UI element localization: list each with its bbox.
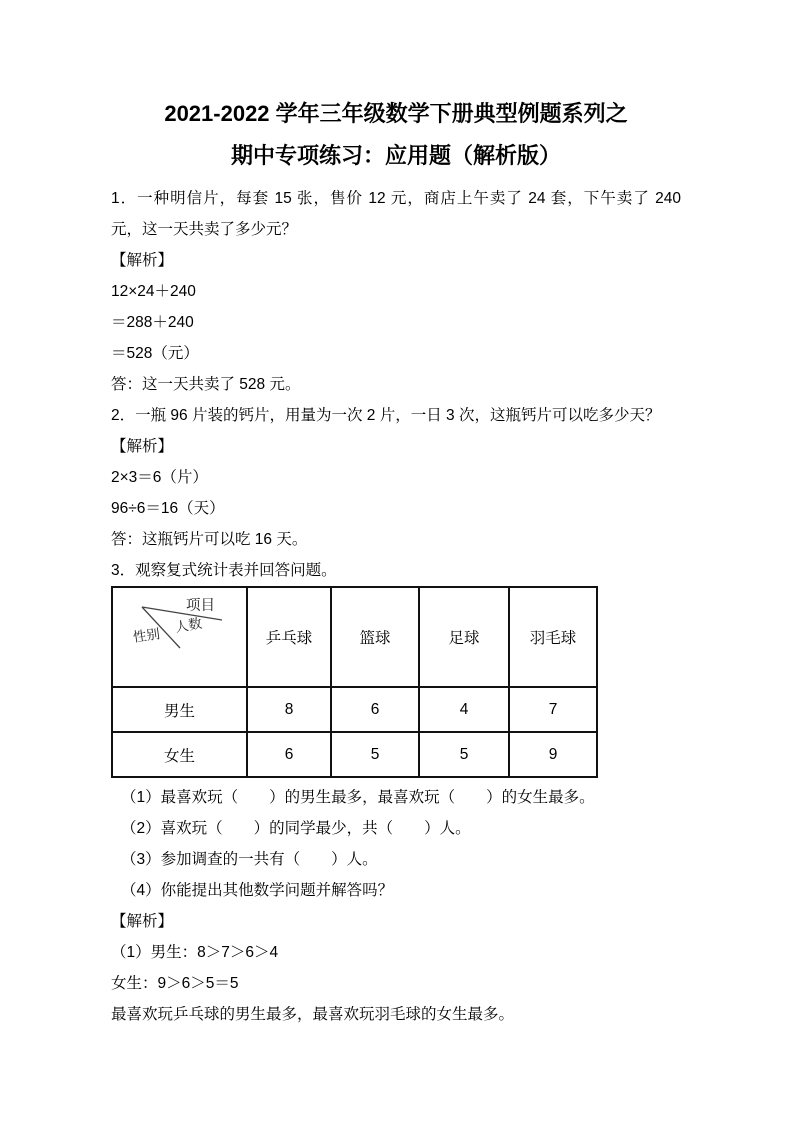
document-title: [111, 93, 681, 177]
q2-answer: 答：这瓶钙片可以吃 16 天。: [111, 531, 308, 548]
q2-work-step-1: 2×3＝6（片）: [111, 469, 208, 486]
boys-football-value: 4: [419, 687, 509, 732]
table-col-header-pingpong: 乒乓球: [247, 587, 331, 687]
q1-question-line2: 元，这一天共卖了多少元？: [111, 221, 298, 238]
q1-work-step-3: ＝528（元）: [111, 345, 199, 362]
corner-label-category: 项目: [186, 598, 215, 614]
q1-work-step-2: ＝288＋240: [111, 314, 194, 331]
q1-question-line1: 1．一种明信片，每套 15 张，售价 12 元，商店上午卖了 24 套，下午卖了 240: [111, 190, 681, 207]
q2-analysis-label: 【解析】: [111, 438, 174, 455]
q1-answer: 答：这一天共卖了 528 元。: [111, 376, 301, 393]
q3-question: 3．观察复式统计表并回答问题。: [111, 562, 337, 579]
q3-sub-question-2: （2）喜欢玩（ ）的同学最少，共（ ）人。: [121, 820, 471, 837]
boys-badminton-value: 7: [509, 687, 597, 732]
corner-label-gender: 性别: [132, 626, 161, 645]
girls-pingpong-value: 6: [247, 732, 331, 777]
row-label-girls: 女生: [112, 732, 247, 777]
girls-badminton-value: 9: [509, 732, 597, 777]
q3-sub-question-3: （3）参加调查的一共有（ ）人。: [121, 851, 378, 868]
girls-basketball-value: 5: [331, 732, 419, 777]
q1-analysis-label: 【解析】: [111, 252, 174, 269]
title-line-1: 2021-2022 学年三年级数学下册典型例题系列之: [164, 101, 628, 126]
table-row-boys: [112, 687, 597, 732]
table-row-girls: [112, 732, 597, 777]
q2-work-step-2: 96÷6＝16（天）: [111, 500, 225, 517]
q2-question: 2．一瓶 96 片装的钙片，用量为一次 2 片，一日 3 次，这瓶钙片可以吃多少天？: [111, 407, 661, 424]
q3-analysis-line-3: 最喜欢玩乒乓球的男生最多，最喜欢玩羽毛球的女生最多。: [111, 1006, 515, 1023]
statistics-table: [111, 586, 598, 778]
corner-label-count: 人数: [173, 615, 204, 636]
title-line-2: 期中专项练习：应用题（解析版）: [230, 143, 561, 168]
boys-basketball-value: 6: [331, 687, 419, 732]
table-col-header-basketball: 篮球: [331, 587, 419, 687]
q3-sub-question-4: （4）你能提出其他数学问题并解答吗？: [121, 882, 394, 899]
q3-analysis-label: 【解析】: [111, 913, 174, 930]
table-col-header-football: 足球: [419, 587, 509, 687]
boys-pingpong-value: 8: [247, 687, 331, 732]
girls-football-value: 5: [419, 732, 509, 777]
q1-work-step-1: 12×24＋240: [111, 283, 196, 300]
q3-sub-question-1: （1）最喜欢玩（ ）的男生最多，最喜欢玩（ ）的女生最多。: [121, 789, 595, 806]
q3-analysis-line-2: 女生：9＞6＞5＝5: [111, 975, 239, 992]
table-corner-cell: [112, 587, 247, 687]
table-header-row: [112, 587, 597, 687]
q3-analysis-line-1: （1）男生：8＞7＞6＞4: [111, 944, 279, 961]
table-col-header-badminton: 羽毛球: [509, 587, 597, 687]
row-label-boys: 男生: [112, 687, 247, 732]
